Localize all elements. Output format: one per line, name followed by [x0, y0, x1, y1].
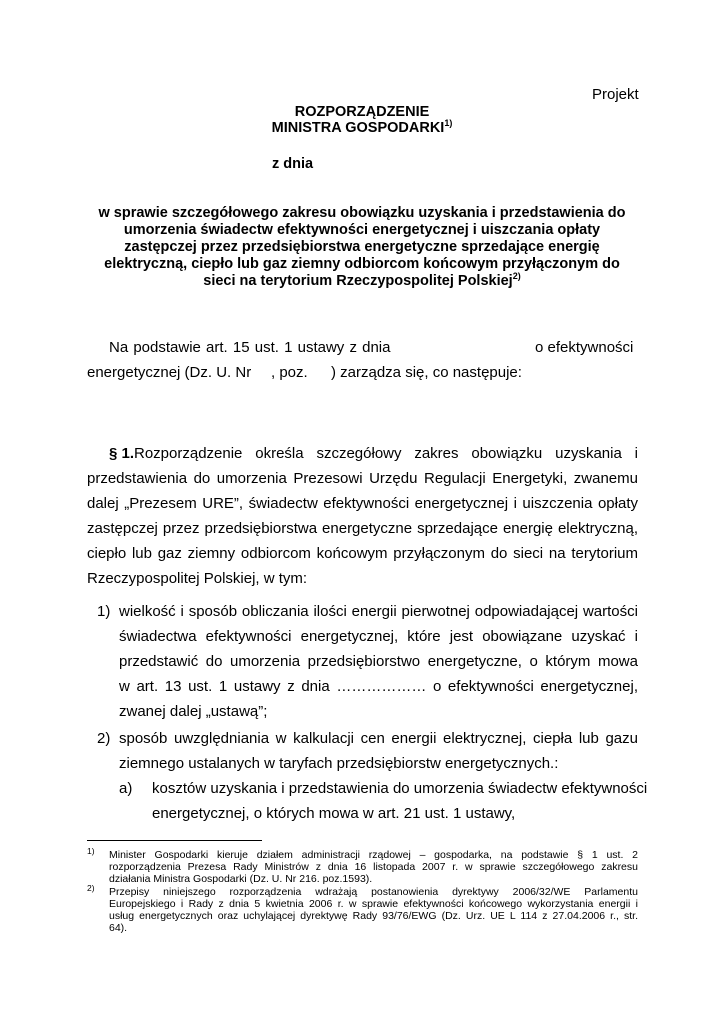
footnote-number: 2) [87, 883, 95, 893]
basis-text-b: o efektywności [535, 339, 634, 356]
subject-line-text: sieci na terytorium Rzeczypospolitej Polskiej [203, 273, 513, 289]
document-authority [0, 120, 724, 136]
section-line: dalej „Prezesem URE”, świadectw efektywności energetycznej i uiszczenia opłaty [87, 495, 638, 512]
item-line: zwanej dalej „ustawą”; [119, 703, 268, 720]
footnote-ref-1: 1) [444, 118, 453, 128]
subject-line: w sprawie szczegółowego zakresu obowiązku uzyskania i przedstawienia do [98, 205, 626, 221]
subitem-line: kosztów uzyskania i przedstawienia do umorzenia świadectw efektywności [152, 780, 648, 797]
footnote-line: usług energetycznych oraz uchylającej dyrektywę Rady 93/76/EWG (Dz. Urz. UE L 114 z 27.04.2006 r., str. [109, 910, 638, 922]
section-line: przedstawienia do umorzenia Prezesowi Urzędu Regulacji Energetyki, zwanemu [87, 470, 638, 487]
section-line: ciepło lub gaz ziemny odbiorcom końcowym przyłączonym do sieci na terytorium [87, 545, 638, 562]
item-line: sposób uwzględniania w kalkulacji cen energii elektrycznej, ciepła lub gazu [119, 730, 638, 747]
document-date: z dnia [272, 156, 314, 172]
footnote-line: rozporządzenia Prezesa Rady Ministrów z dnia 16 listopada 2007 r. w sprawie szczegółowego zakresu [109, 861, 638, 873]
section-line: Rzeczypospolitej Polskiej, w tym: [87, 570, 308, 587]
authority-text: MINISTRA GOSPODARKI [271, 120, 445, 136]
footnote-line: 64). [109, 922, 128, 934]
subitem-line: energetycznej, o których mowa w art. 21 ust. 1 ustawy, [152, 805, 516, 822]
item-line: ziemnego ustalanych w taryfach przedsiębiorstw energetycznych.: [119, 755, 559, 772]
item-number: 1) [97, 603, 111, 620]
subject-line [0, 273, 724, 289]
section-line: zastępczej przez przedsiębiorstwa energetyczne sprzedające energię elektryczną, [87, 520, 638, 537]
footnote-line: Przepisy niniejszego rozporządzenia wdrażają postanowienia dyrektywy 2006/32/WE Parlamentu [109, 886, 638, 898]
section-line: Rozporządzenie określa szczegółowy zakres obowiązku uzyskania i [134, 445, 638, 462]
basis-text-d: , poz. [271, 364, 308, 381]
item-number: 2) [97, 730, 111, 747]
footnote-number: 1) [87, 846, 95, 856]
basis-text-a: Na podstawie art. 15 ust. 1 ustawy z dnia [109, 339, 391, 356]
basis-text-c: energetycznej (Dz. U. Nr [87, 364, 252, 381]
subject-line: zastępczej przez przedsiębiorstwa energetyczne sprzedające energię [124, 239, 600, 255]
subject-line: umorzenia świadectw efektywności energetycznej i uiszczania opłaty [123, 222, 601, 238]
footnote-line: Minister Gospodarki kieruje działem administracji rządowej – gospodarka, na podstawie § 1 ust. 2 [109, 849, 638, 861]
subitem-letter: a) [119, 780, 133, 797]
project-label: Projekt [592, 86, 639, 103]
footnote-separator [87, 840, 262, 841]
footnote-line: Europejskiego i Rady z dnia 5 kwietnia 2006 r. w sprawie efektywności końcowego wykorzystania energii i [109, 898, 638, 910]
section-mark: § 1. [109, 445, 135, 462]
item-line: świadectwa efektywności energetycznej, które jest obowiązane uzyskać i [119, 628, 638, 645]
subject-line: elektryczną, ciepło lub gaz ziemny odbiorcom końcowym przyłączonym do [104, 256, 620, 272]
footnote-ref-2: 2) [512, 271, 521, 281]
item-line: przedstawić do umorzenia przedsiębiorstwo energetyczne, o którym mowa [119, 653, 638, 670]
basis-text-e: ) zarządza się, co następuje: [331, 364, 522, 381]
item-line: w art. 13 ust. 1 ustawy z dnia ……………… o efektywności energetycznej, [119, 678, 638, 695]
item-line: wielkość i sposób obliczania ilości energii pierwotnej odpowiadającej wartości [119, 603, 638, 620]
document-title: ROZPORZĄDZENIE [294, 104, 430, 120]
footnote-line: działania Ministra Gospodarki (Dz. U. Nr 216. poz.1593). [109, 873, 373, 885]
